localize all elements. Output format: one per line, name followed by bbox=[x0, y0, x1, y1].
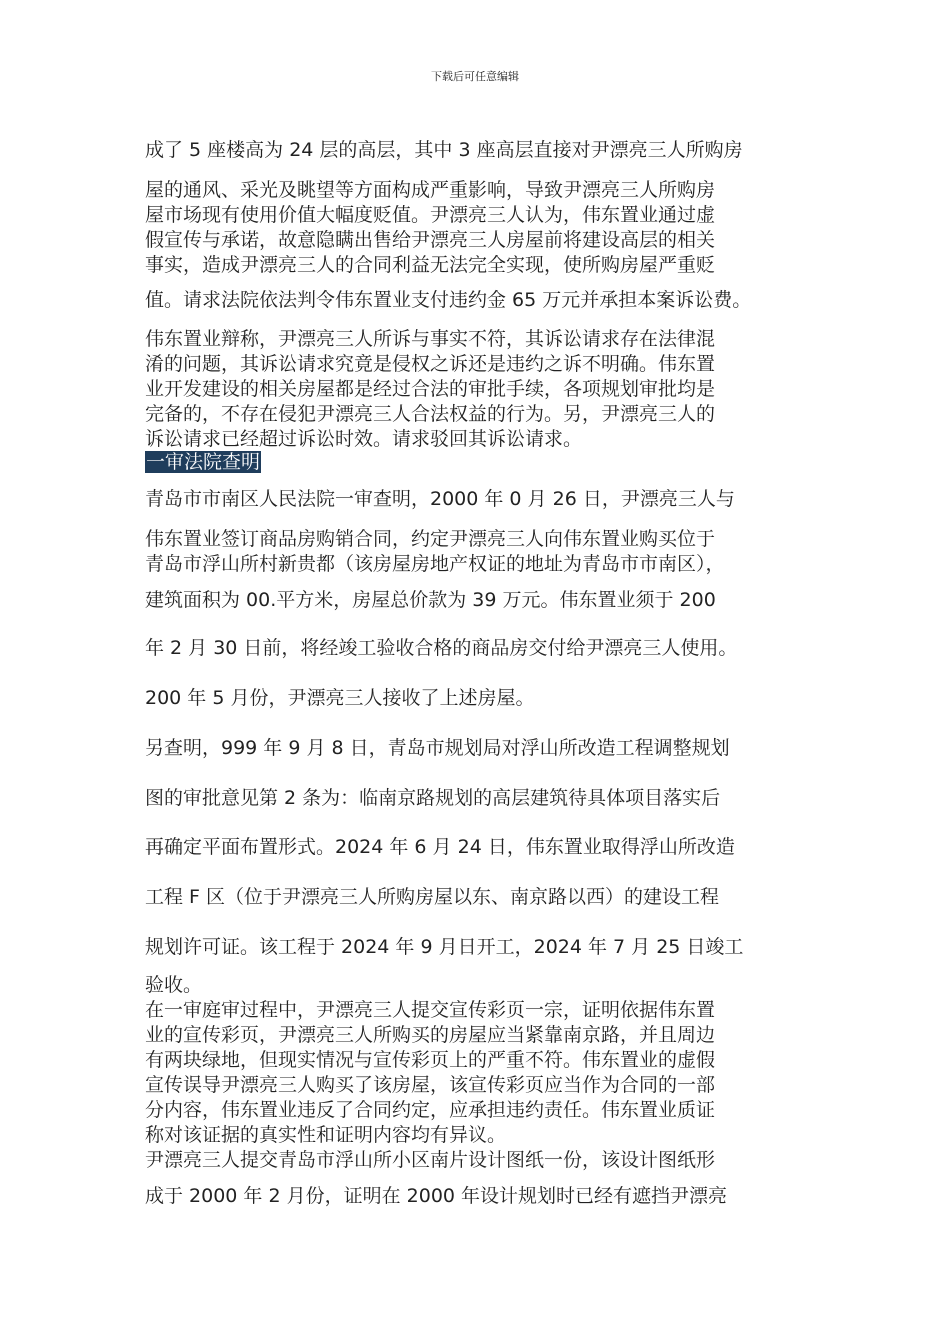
highlighted-heading: 一审法院查明 bbox=[146, 451, 261, 473]
text-line: 青岛市浮山所村新贵都（该房屋房地产权证的地址为青岛市市南区）， bbox=[145, 553, 725, 575]
text-line: 在一审庭审过程中，尹漂亮三人提交宣传彩页一宗，证明依据伟东置 bbox=[145, 999, 716, 1021]
text-line: 建筑面积为 00.平方米，房屋总价款为 39 万元。伟东置业须于 200 bbox=[145, 589, 716, 611]
text-line: 验收。 bbox=[145, 974, 203, 996]
text-line: 有两块绿地，但现实情况与宣传彩页上的严重不符。伟东置业的虚假 bbox=[145, 1049, 716, 1071]
text-line: 业的宣传彩页，尹漂亮三人所购买的房屋应当紧靠南京路，并且周边 bbox=[145, 1024, 716, 1046]
text-line: 年 2 月 30 日前，将经竣工验收合格的商品房交付给尹漂亮三人使用。 bbox=[145, 637, 738, 659]
text-line: 青岛市市南区人民法院一审查明，2000 年 0 月 26 日，尹漂亮三人与 bbox=[145, 488, 735, 510]
text-line: 淆的问题，其诉讼请求究竟是侵权之诉还是违约之诉不明确。伟东置 bbox=[145, 353, 716, 375]
text-line: 屋市场现有使用价值大幅度贬值。尹漂亮三人认为，伟东置业通过虚 bbox=[145, 204, 716, 226]
text-line: 假宣传与承诺，故意隐瞒出售给尹漂亮三人房屋前将建设高层的相关 bbox=[145, 229, 716, 251]
text-line: 成于 2000 年 2 月份，证明在 2000 年设计规划时已经有遮挡尹漂亮 bbox=[145, 1185, 728, 1207]
text-line: 业开发建设的相关房屋都是经过合法的审批手续，各项规划审批均是 bbox=[145, 378, 716, 400]
text-line: 完备的，不存在侵犯尹漂亮三人合法权益的行为。另，尹漂亮三人的 bbox=[145, 403, 716, 425]
text-line: 值。请求法院依法判令伟东置业支付违约金 65 万元并承担本案诉讼费。 bbox=[145, 289, 752, 311]
text-line: 200 年 5 月份，尹漂亮三人接收了上述房屋。 bbox=[145, 687, 535, 709]
text-line: 规划许可证。该工程于 2024 年 9 月日开工，2024 年 7 月 25 日竣工 bbox=[145, 936, 744, 958]
text-line: 事实，造成尹漂亮三人的合同利益无法完全实现，使所购房屋严重贬 bbox=[145, 254, 716, 276]
text-line: 称对该证据的真实性和证明内容均有异议。 bbox=[145, 1124, 507, 1146]
text-line: 伟东置业辩称，尹漂亮三人所诉与事实不符，其诉讼请求存在法律混 bbox=[145, 328, 716, 350]
text-line: 再确定平面布置形式。2024 年 6 月 24 日，伟东置业取得浮山所改造 bbox=[145, 836, 735, 858]
text-line: 图的审批意见第 2 条为：临南京路规划的高层建筑待具体项目落实后 bbox=[145, 787, 721, 809]
text-line: 屋的通风、采光及眺望等方面构成严重影响，导致尹漂亮三人所购房 bbox=[145, 179, 716, 201]
text-line: 分内容，伟东置业违反了合同约定，应承担违约责任。伟东置业质证 bbox=[145, 1099, 716, 1121]
text-line: 诉讼请求已经超过诉讼时效。请求驳回其诉讼请求。 bbox=[145, 428, 583, 450]
text-line: 宣传误导尹漂亮三人购买了该房屋，该宣传彩页应当作为合同的一部 bbox=[145, 1074, 716, 1096]
text-line: 工程 F 区（位于尹漂亮三人所购房屋以东、南京路以西）的建设工程 bbox=[145, 886, 720, 908]
page-header: 下载后可任意编辑 bbox=[431, 70, 519, 83]
text-line: 伟东置业签订商品房购销合同，约定尹漂亮三人向伟东置业购买位于 bbox=[145, 528, 716, 550]
section-heading bbox=[145, 450, 261, 474]
text-line: 另查明，999 年 9 月 8 日，青岛市规划局对浮山所改造工程调整规划 bbox=[145, 737, 730, 759]
text-line: 尹漂亮三人提交青岛市浮山所小区南片设计图纸一份，该设计图纸形 bbox=[145, 1149, 716, 1171]
text-line: 成了 5 座楼高为 24 层的高层，其中 3 座高层直接对尹漂亮三人所购房 bbox=[145, 139, 743, 161]
